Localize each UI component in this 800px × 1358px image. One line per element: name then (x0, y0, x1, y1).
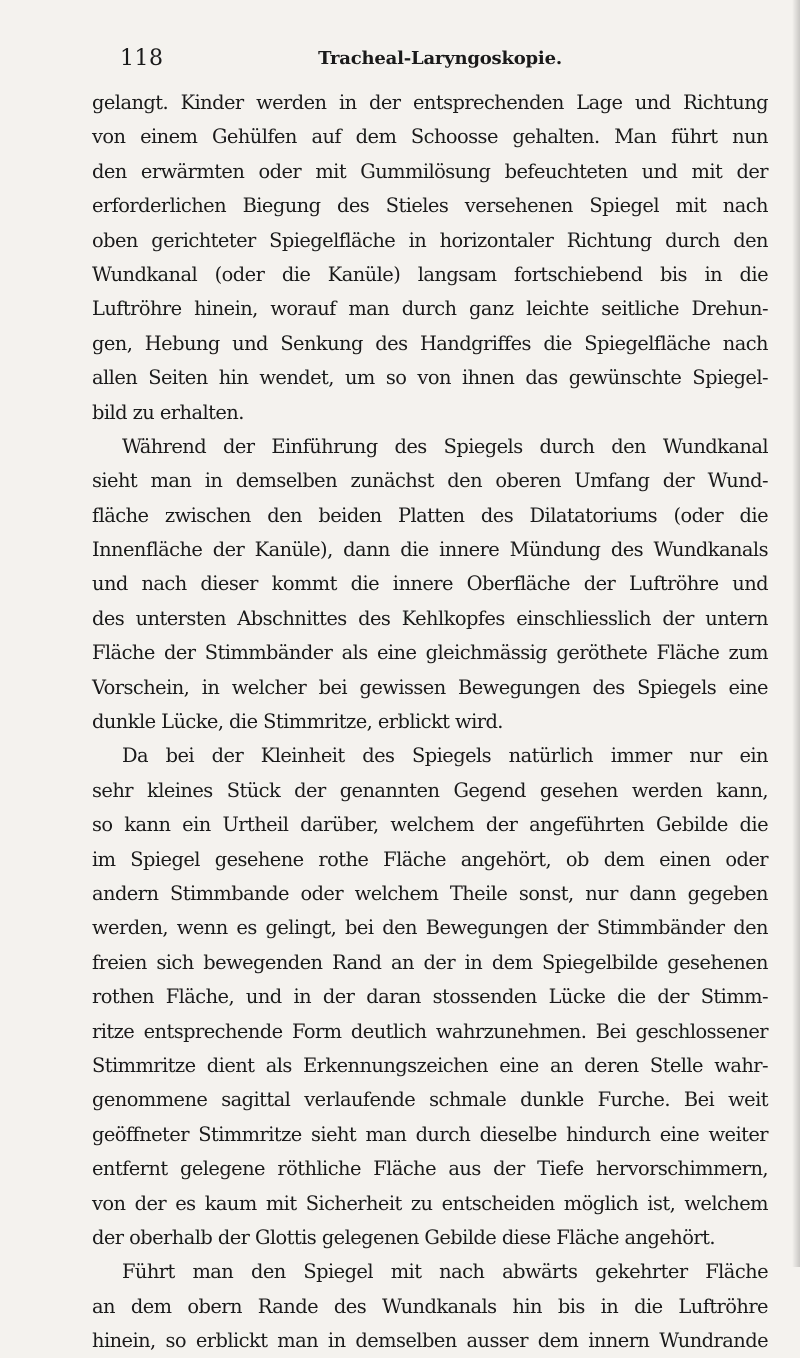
text-line: Innenfläche der Kanüle), dann die innere Mündung des Wundkanals (92, 538, 768, 562)
page-header (120, 46, 760, 74)
body-text (92, 86, 768, 1358)
text-line: ritze entsprechende Form deutlich wahrzunehmen. Bei geschlossener (92, 1019, 768, 1043)
page-number: 118 (120, 46, 164, 71)
page-edge-shadow (792, 0, 800, 1267)
text-line: freien sich bewegenden Rand an der in dem Spiegelbilde gesehenen (92, 950, 768, 974)
text-line: rothen Fläche, und in der daran stossenden Lücke die der Stimm- (92, 985, 768, 1009)
text-line: Luftröhre hinein, worauf man durch ganz leichte seitliche Drehun- (92, 297, 768, 321)
text-line: erforderlichen Biegung des Stieles versehenen Spiegel mit nach (92, 194, 768, 218)
text-line: oben gerichteter Spiegelfläche in horizontaler Richtung durch den (92, 228, 768, 252)
text-line: des untersten Abschnittes des Kehlkopfes einschliesslich der untern (92, 606, 768, 630)
text-line: Während der Einführung des Spiegels durch den Wundkanal (122, 434, 768, 458)
text-line: im Spiegel gesehene rothe Fläche angehört, ob dem einen oder (92, 847, 768, 871)
text-line: fläche zwischen den beiden Platten des Dilatatoriums (oder die (92, 503, 768, 527)
text-line: andern Stimmbande oder welchem Theile sonst, nur dann gegeben (92, 881, 768, 905)
text-line: sieht man in demselben zunächst den oberen Umfang der Wund- (92, 469, 768, 493)
text-line: Fläche der Stimmbänder als eine gleichmässig geröthete Fläche zum (92, 641, 768, 665)
text-line: werden, wenn es gelingt, bei den Bewegungen der Stimmbänder den (92, 916, 768, 940)
text-line: sehr kleines Stück der genannten Gegend gesehen werden kann, (92, 778, 768, 802)
text-line: hinein, so erblickt man in demselben ausser dem innern Wundrande (92, 1329, 768, 1353)
text-line: von einem Gehülfen auf dem Schoosse gehalten. Man führt nun (92, 125, 768, 149)
text-line: Vorschein, in welcher bei gewissen Bewegungen des Spiegels eine (92, 675, 768, 699)
text-line: Da bei der Kleinheit des Spiegels natürlich immer nur ein (122, 744, 768, 768)
text-line: allen Seiten hin wendet, um so von ihnen das gewünschte Spiegel- (92, 366, 768, 390)
text-line: und nach dieser kommt die innere Oberfläche der Luftröhre und (92, 572, 768, 596)
text-line: geöffneter Stimmritze sieht man durch dieselbe hindurch eine weiter (92, 1122, 768, 1146)
text-line: Stimmritze dient als Erkennungszeichen eine an deren Stelle wahr- (92, 1053, 768, 1077)
text-line: den erwärmten oder mit Gummilösung befeuchteten und mit der (92, 159, 768, 183)
text-line: bild zu erhalten. (92, 400, 244, 424)
text-line: an dem obern Rande des Wundkanals hin bis in die Luftröhre (92, 1294, 768, 1318)
text-line: so kann ein Urtheil darüber, welchem der angeführten Gebilde die (92, 813, 768, 837)
text-line: gen, Hebung und Senkung des Handgriffes die Spiegelfläche nach (92, 331, 768, 355)
text-line: genommene sagittal verlaufende schmale dunkle Furche. Bei weit (92, 1088, 768, 1112)
text-line: Führt man den Spiegel mit nach abwärts gekehrter Fläche (122, 1260, 768, 1284)
running-title: Tracheal-Laryngoskopie. (318, 48, 562, 69)
text-line: der oberhalb der Glottis gelegenen Gebilde diese Fläche angehört. (92, 1225, 715, 1249)
text-line: dunkle Lücke, die Stimmritze, erblickt wird. (92, 710, 503, 734)
text-line: gelangt. Kinder werden in der entsprechenden Lage und Richtung (92, 91, 768, 114)
text-line: Wundkanal (oder die Kanüle) langsam fortschiebend bis in die (92, 262, 768, 286)
text-line: entfernt gelegene röthliche Fläche aus der Tiefe hervorschimmern, (92, 1157, 768, 1181)
text-line: von der es kaum mit Sicherheit zu entscheiden möglich ist, welchem (92, 1191, 768, 1215)
